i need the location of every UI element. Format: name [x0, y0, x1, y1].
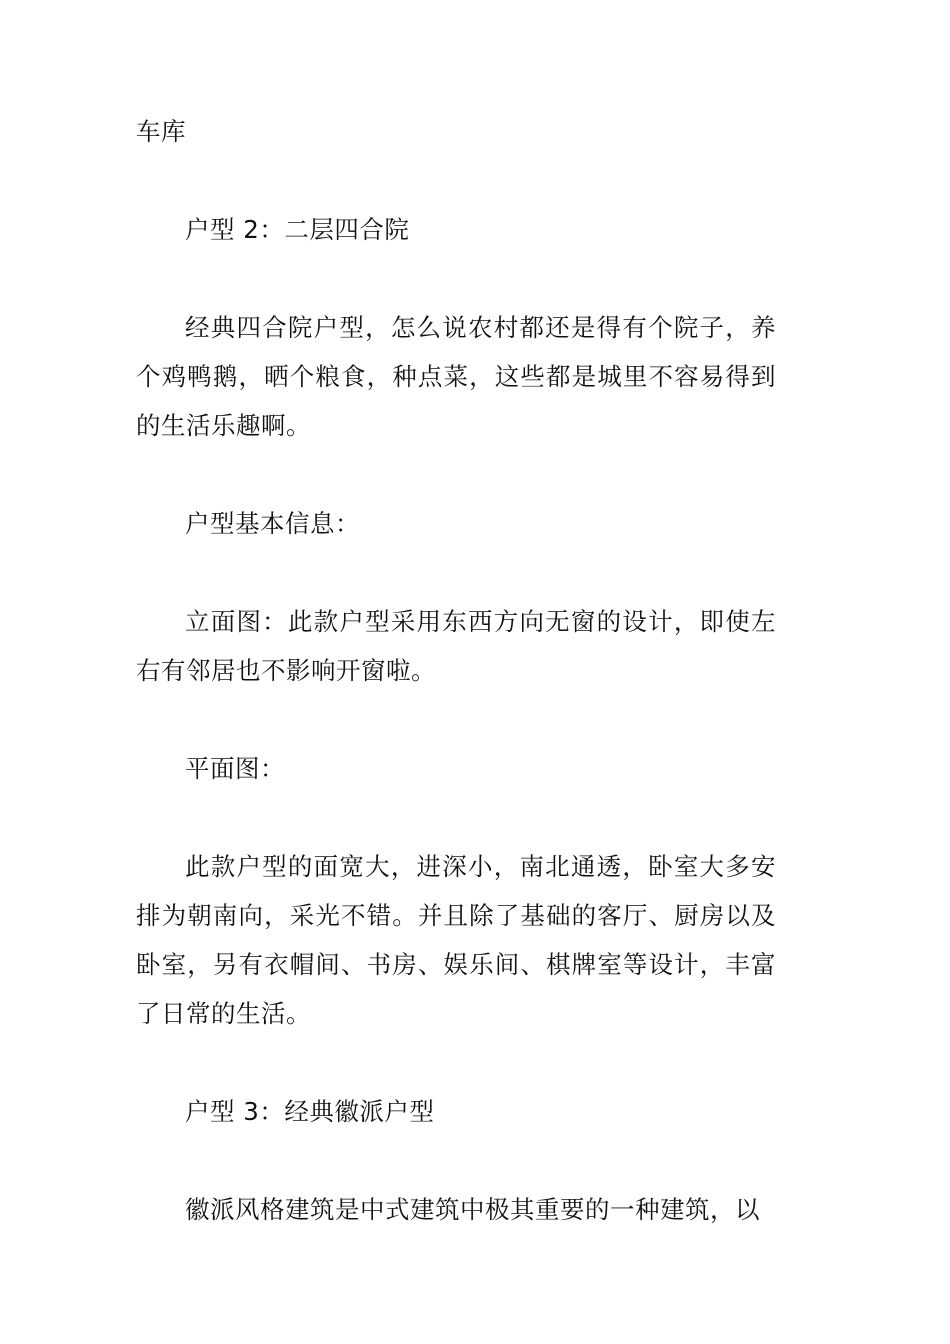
heading-house-type-2: 户型 2：二层四合院 [185, 215, 410, 244]
document-body [136, 107, 776, 1234]
paragraph-elevation: 立面图：此款户型采用东西方向无窗的设计，即使左右有邻居也不影响开窗啦。 [136, 607, 776, 685]
paragraph-floor-plan-details: 此款户型的面宽大，进深小，南北通透，卧室大多安排为朝南向，采光不错。并且除了基础的客厅、厨房以及卧室，另有衣帽间、书房、娱乐间、棋牌室等设计，丰富了日常的生活。 [136, 852, 776, 1028]
paragraph-courtyard-intro: 经典四合院户型，怎么说农村都还是得有个院子，养个鸡鸭鹅，晒个粮食，种点菜，这些都是城里不容易得到的生活乐趣啊。 [136, 313, 776, 440]
paragraph-huizhou-style: 徽派风格建筑是中式建筑中极其重要的一种建筑，以 [185, 1195, 760, 1224]
heading-house-type-3: 户型 3：经典徽派户型 [185, 1097, 435, 1126]
heading-floor-plan: 平面图： [185, 754, 285, 783]
heading-basic-info: 户型基本信息： [185, 509, 360, 538]
paragraph-garage: 车库 [136, 117, 186, 146]
